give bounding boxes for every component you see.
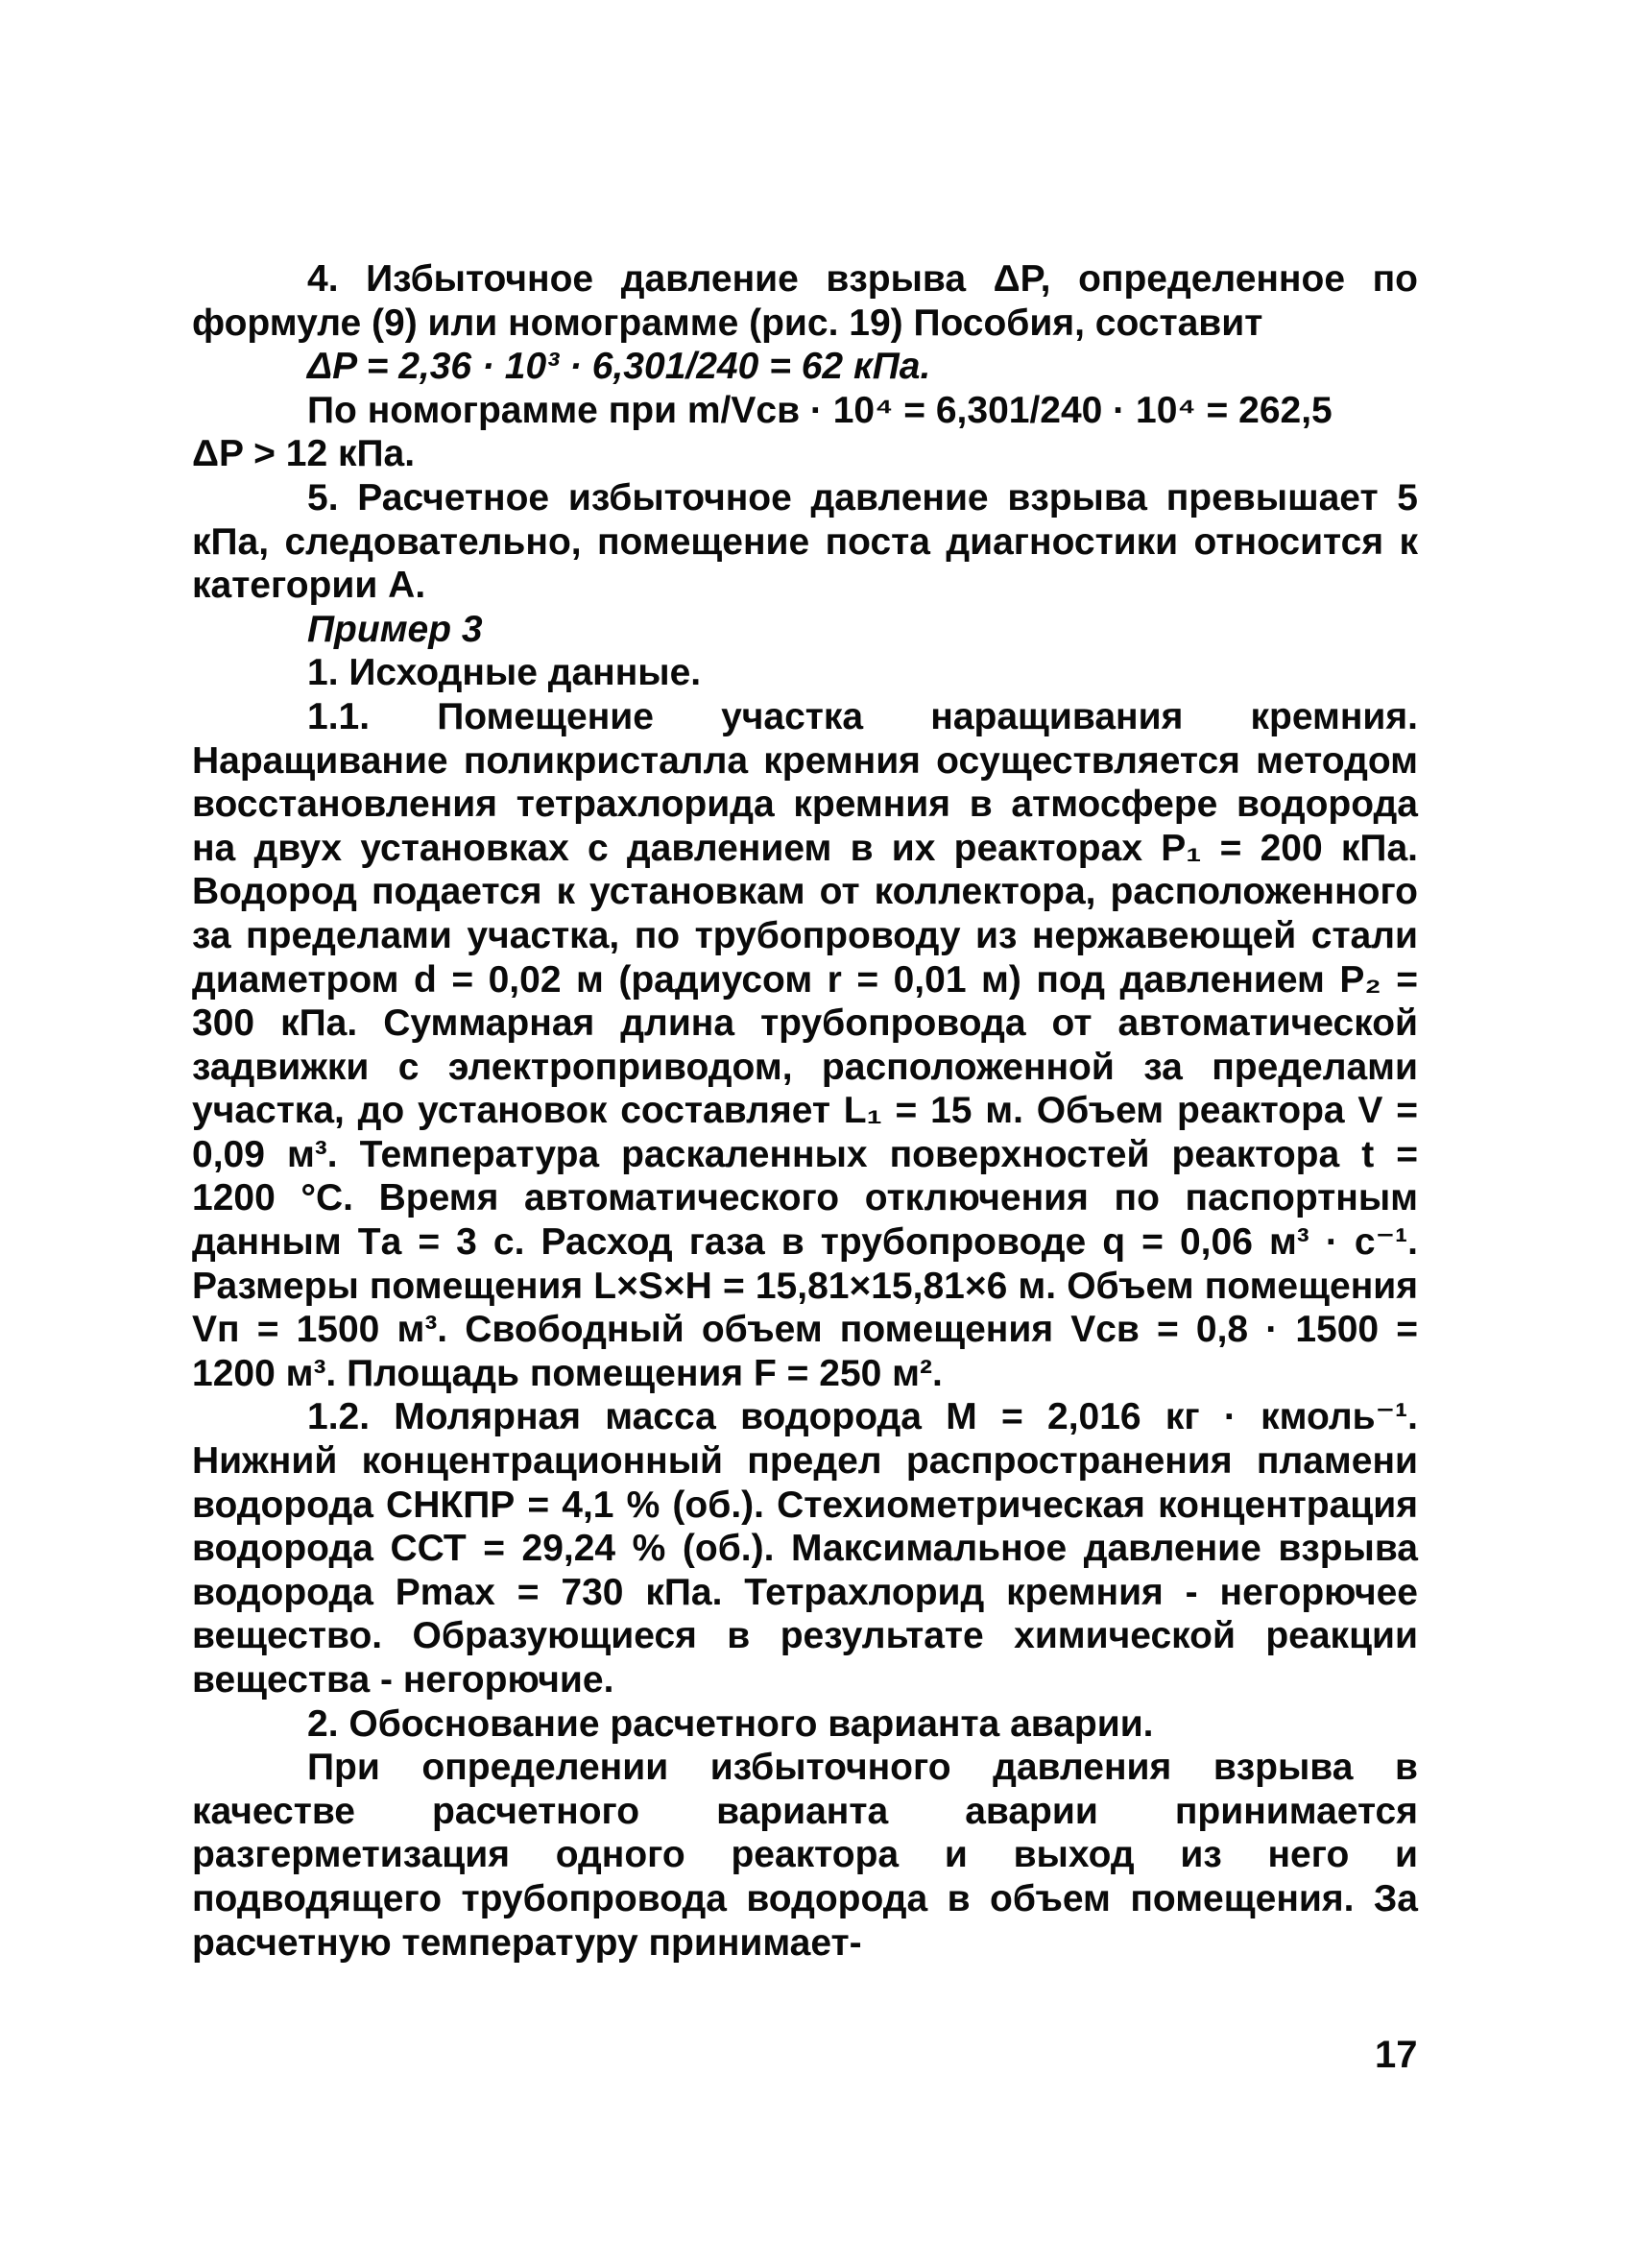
paragraph-source-data: 1. Исходные данные. <box>307 652 702 694</box>
example-title: Пример 3 <box>307 608 483 650</box>
paragraph-item-2: 2. Обоснование расчетного варианта аварии. <box>307 1702 1154 1745</box>
paragraph-nomogram: По номограмме при m/Vсв · 10⁴ = 6,301/240 · 10⁴ = 262,5 <box>307 389 1333 431</box>
paragraph-accident-variant: При определении избыточного давления взрыва в качестве расчетного варианта аварии принимается разгерметизация одного реактора и выход из него и подводящего трубопровода водорода в объем помещения. За расчетную температуру принимает- <box>192 1747 1418 1964</box>
paragraph-item-5: 5. Расчетное избыточное давление взрыва превышает 5 кПа, следовательно, помещение поста диагностики относится к категории А. <box>192 476 1418 607</box>
formula-pressure: ΔP = 2,36 · 10³ · 6,301/240 = 62 кПа. <box>307 346 931 388</box>
document-page <box>192 257 1418 1965</box>
paragraph-nomogram-result: ΔP > 12 кПа. <box>192 433 416 475</box>
paragraph-item-4: 4. Избыточное давление взрыва ΔP, определенное по формуле (9) или номограмме (рис. 19) Пособия, составит <box>192 258 1418 344</box>
page-number: 17 <box>1375 2034 1418 2076</box>
paragraph-1-2: 1.2. Молярная масса водорода M = 2,016 кг · кмоль⁻¹. Нижний концентрационный предел распространения пламени водорода CНКПР = 4,1 % (об.). Стехиометрическая концентрация водорода CСТ = 29,24 % (об.). Максимальное давление взрыва водорода Pmax = 730 кПа. Тетрахлорид кремния - негорючее вещество. Образующиеся в результате химической реакции вещества - негорючие. <box>192 1396 1418 1701</box>
paragraph-1-1: 1.1. Помещение участка наращивания кремния. Наращивание поликристалла кремния осуществляется методом восстановления тетрахлорида кремния в атмосфере водорода на двух установках с давлением в их реакторах P₁ = 200 кПа. Водород подается к установкам от коллектора, расположенного за пределами участка, по трубопроводу из нержавеющей стали диаметром d = 0,02 м (радиусом r = 0,01 м) под давлением P₂ = 300 кПа. Суммарная длина трубопровода от автоматической задвижки с электроприводом, расположенной за пределами участка, до установок составляет L₁ = 15 м. Объем реактора V = 0,09 м³. Температура раскаленных поверхностей реактора t = 1200 °C. Время автоматического отключения по паспортным данным Tа = 3 с. Расход газа в трубопроводе q = 0,06 м³ · с⁻¹. Размеры помещения L×S×H = 15,81×15,81×6 м. Объем помещения Vп = 1500 м³. Свободный объем помещения Vсв = 0,8 · 1500 = 1200 м³. Площадь помещения F = 250 м². <box>192 695 1418 1394</box>
